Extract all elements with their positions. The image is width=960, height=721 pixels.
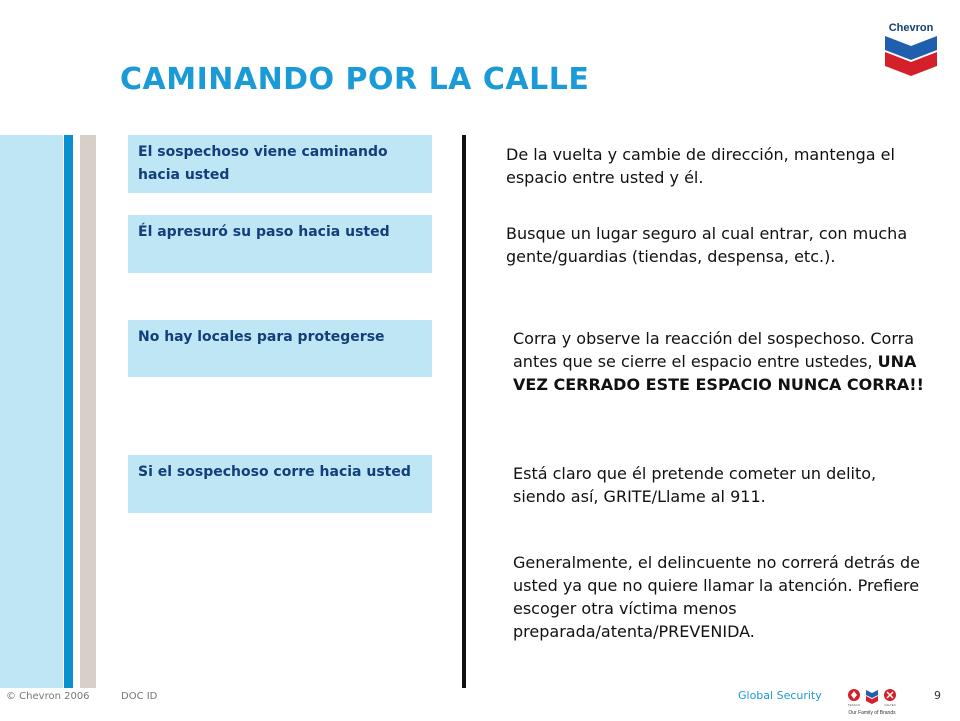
footer-doc-id: DOC ID <box>121 691 158 702</box>
footer-global-security: Global Security <box>738 689 822 702</box>
brand-name: CALTEX <box>884 703 896 707</box>
advice-text-normal: Corra y observe la reacción del sospechoso. Corra antes que se cierre el espacio entre ustedes, <box>513 329 915 371</box>
chevron-logo-text: Chevron <box>888 22 934 34</box>
advice-text <box>513 327 933 396</box>
situation-box: Si el sospechoso corre hacia usted <box>128 455 432 513</box>
brand-name: TEXACO <box>847 703 861 707</box>
footer-copyright: © Chevron 2006 <box>6 691 90 702</box>
decorative-strip-gray <box>80 135 96 688</box>
advice-text-warning: UNA VEZ CERRADO ESTE ESPACIO NUNCA CORRA!! <box>513 352 924 394</box>
decorative-strip-blue <box>64 135 73 688</box>
chevron-logo <box>883 20 939 80</box>
center-divider <box>462 135 466 688</box>
advice-text: De la vuelta y cambie de dirección, mantenga el espacio entre usted y él. <box>506 145 895 187</box>
situation-box: El sospechoso viene caminando hacia usted <box>128 135 432 193</box>
advice-text: Está claro que él pretende cometer un delito, siendo así, GRITE/Llame al 911. <box>513 464 877 506</box>
page-number: 9 <box>934 689 941 702</box>
advice-text: Busque un lugar seguro al cual entrar, con mucha gente/guardias (tiendas, despensa, etc.). <box>506 224 908 266</box>
advice-text: Generalmente, el delincuente no correrá detrás de usted ya que no quiere llamar la atención. Prefiere escoger otra víctima menos preparada/atenta/PREVENIDA. <box>513 553 920 641</box>
slide-title: CAMINANDO POR LA CALLE <box>120 62 590 97</box>
situation-box: Él apresuró su paso hacia usted <box>128 215 432 273</box>
situation-box: No hay locales para protegerse <box>128 320 432 377</box>
family-of-brands-logo <box>846 687 898 717</box>
decorative-strip-light <box>0 135 63 688</box>
brands-tagline: Our Family of Brands <box>848 710 896 716</box>
